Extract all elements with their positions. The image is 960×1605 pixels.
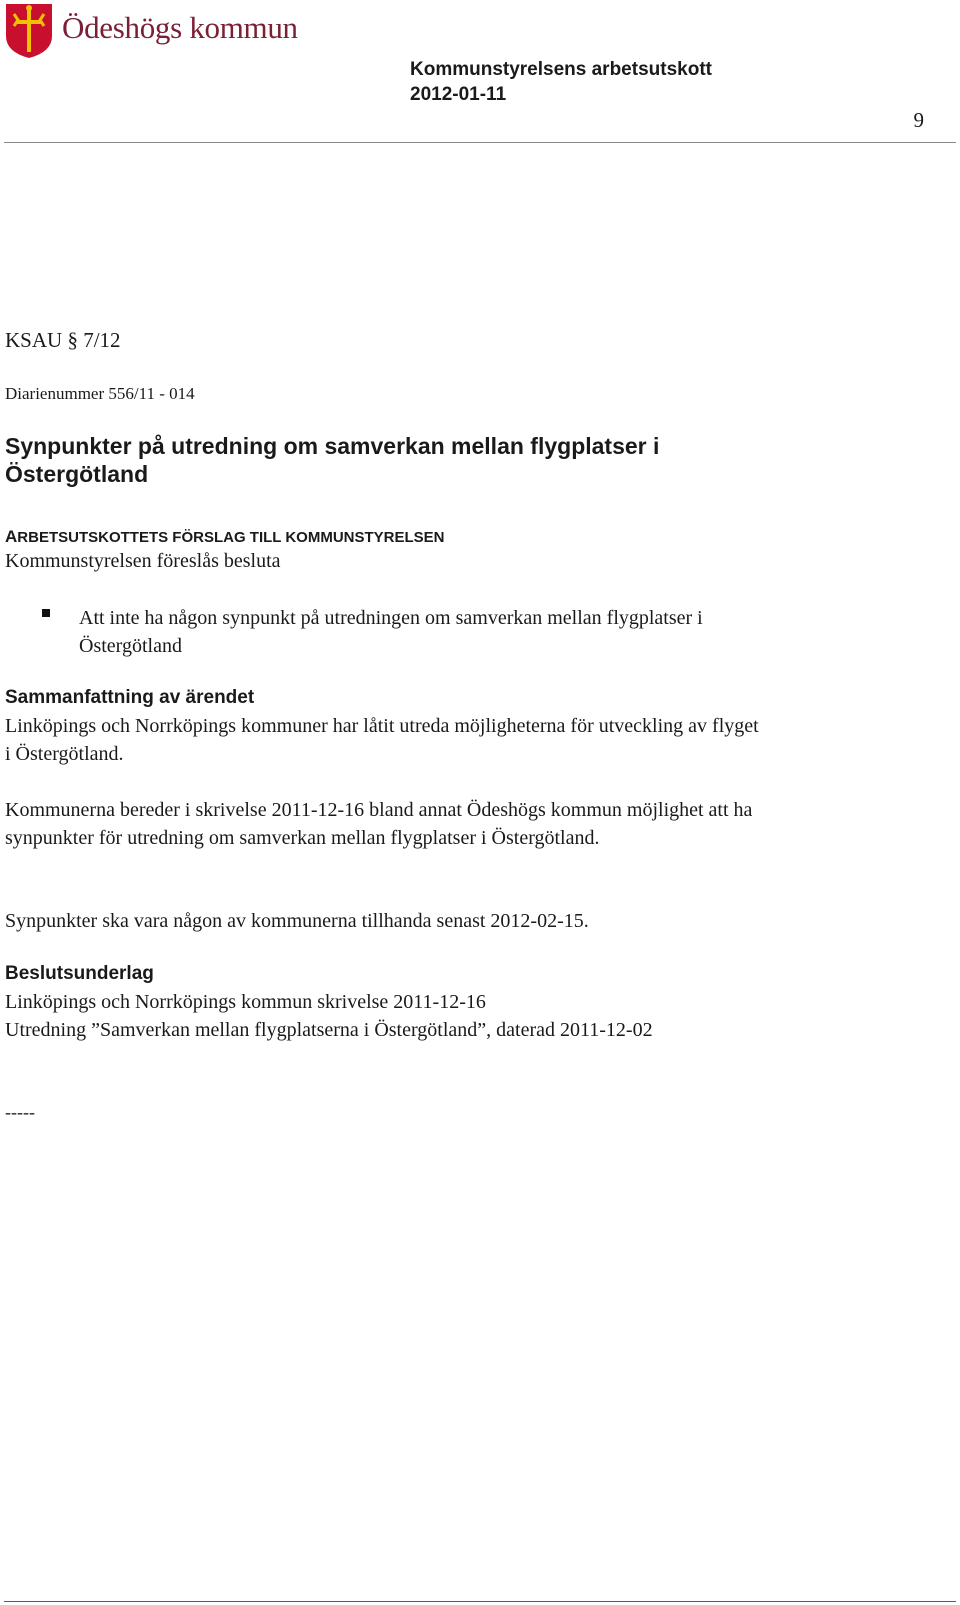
section-separator: ----- <box>5 1102 35 1122</box>
basis-item: Linköpings och Norrköpings kommun skrivelse 2011-12-16 <box>5 991 486 1013</box>
summary-paragraph: Kommunerna bereder i skrivelse 2011-12-16 bland annat Ödeshögs kommun möjlighet att ha synpunkter för utredning om samverkan mellan flygplatser i Östergötland. <box>5 799 753 849</box>
summary-paragraph: Linköpings och Norrköpings kommuner har låtit utreda möjligheterna för utveckling av flyget i Östergötland. <box>5 715 759 765</box>
page-number: 9 <box>913 108 924 132</box>
diary-number: Diarienummer 556/11 - 014 <box>5 384 195 403</box>
municipality-logo <box>4 2 54 60</box>
case-id-prefix: KSAU <box>5 328 63 352</box>
footer-divider <box>4 1601 956 1602</box>
summary-paragraph: Synpunkter ska vara någon av kommunerna tillhanda senast 2012-02-15. <box>5 910 589 932</box>
header-divider <box>4 142 956 143</box>
header-committee-title: Kommunstyrelsens arbetsutskott <box>410 59 712 80</box>
proposal-bullet: Att inte ha någon synpunkt på utredningen om samverkan mellan flygplatser i Östergötland <box>79 607 703 657</box>
coat-of-arms-icon <box>4 2 54 60</box>
case-id-number: 7/12 <box>83 328 121 352</box>
proposal-heading-initial: A <box>5 527 18 546</box>
basis-heading: Beslutsunderlag <box>5 963 154 984</box>
section-symbol: § <box>67 328 78 352</box>
case-title: Synpunkter på utredning om samverkan mellan flygplatser i Östergötland <box>5 433 660 487</box>
square-bullet-icon <box>42 609 50 617</box>
proposal-subheading: Kommunstyrelsen föreslås besluta <box>5 550 281 572</box>
basis-list <box>5 988 705 1044</box>
header-meeting-date: 2012-01-11 <box>410 84 507 105</box>
logo-wordmark: Ödeshögs kommun <box>62 10 298 45</box>
proposal-heading-rest: RBETSUTSKOTTETS FÖRSLAG TILL KOMMUNSTYRELSEN <box>17 529 445 546</box>
proposal-heading <box>5 527 445 548</box>
summary-heading: Sammanfattning av ärendet <box>5 687 255 708</box>
case-id <box>5 326 121 354</box>
basis-item: Utredning ”Samverkan mellan flygplatserna i Östergötland”, daterad 2011-12-02 <box>5 1019 653 1041</box>
